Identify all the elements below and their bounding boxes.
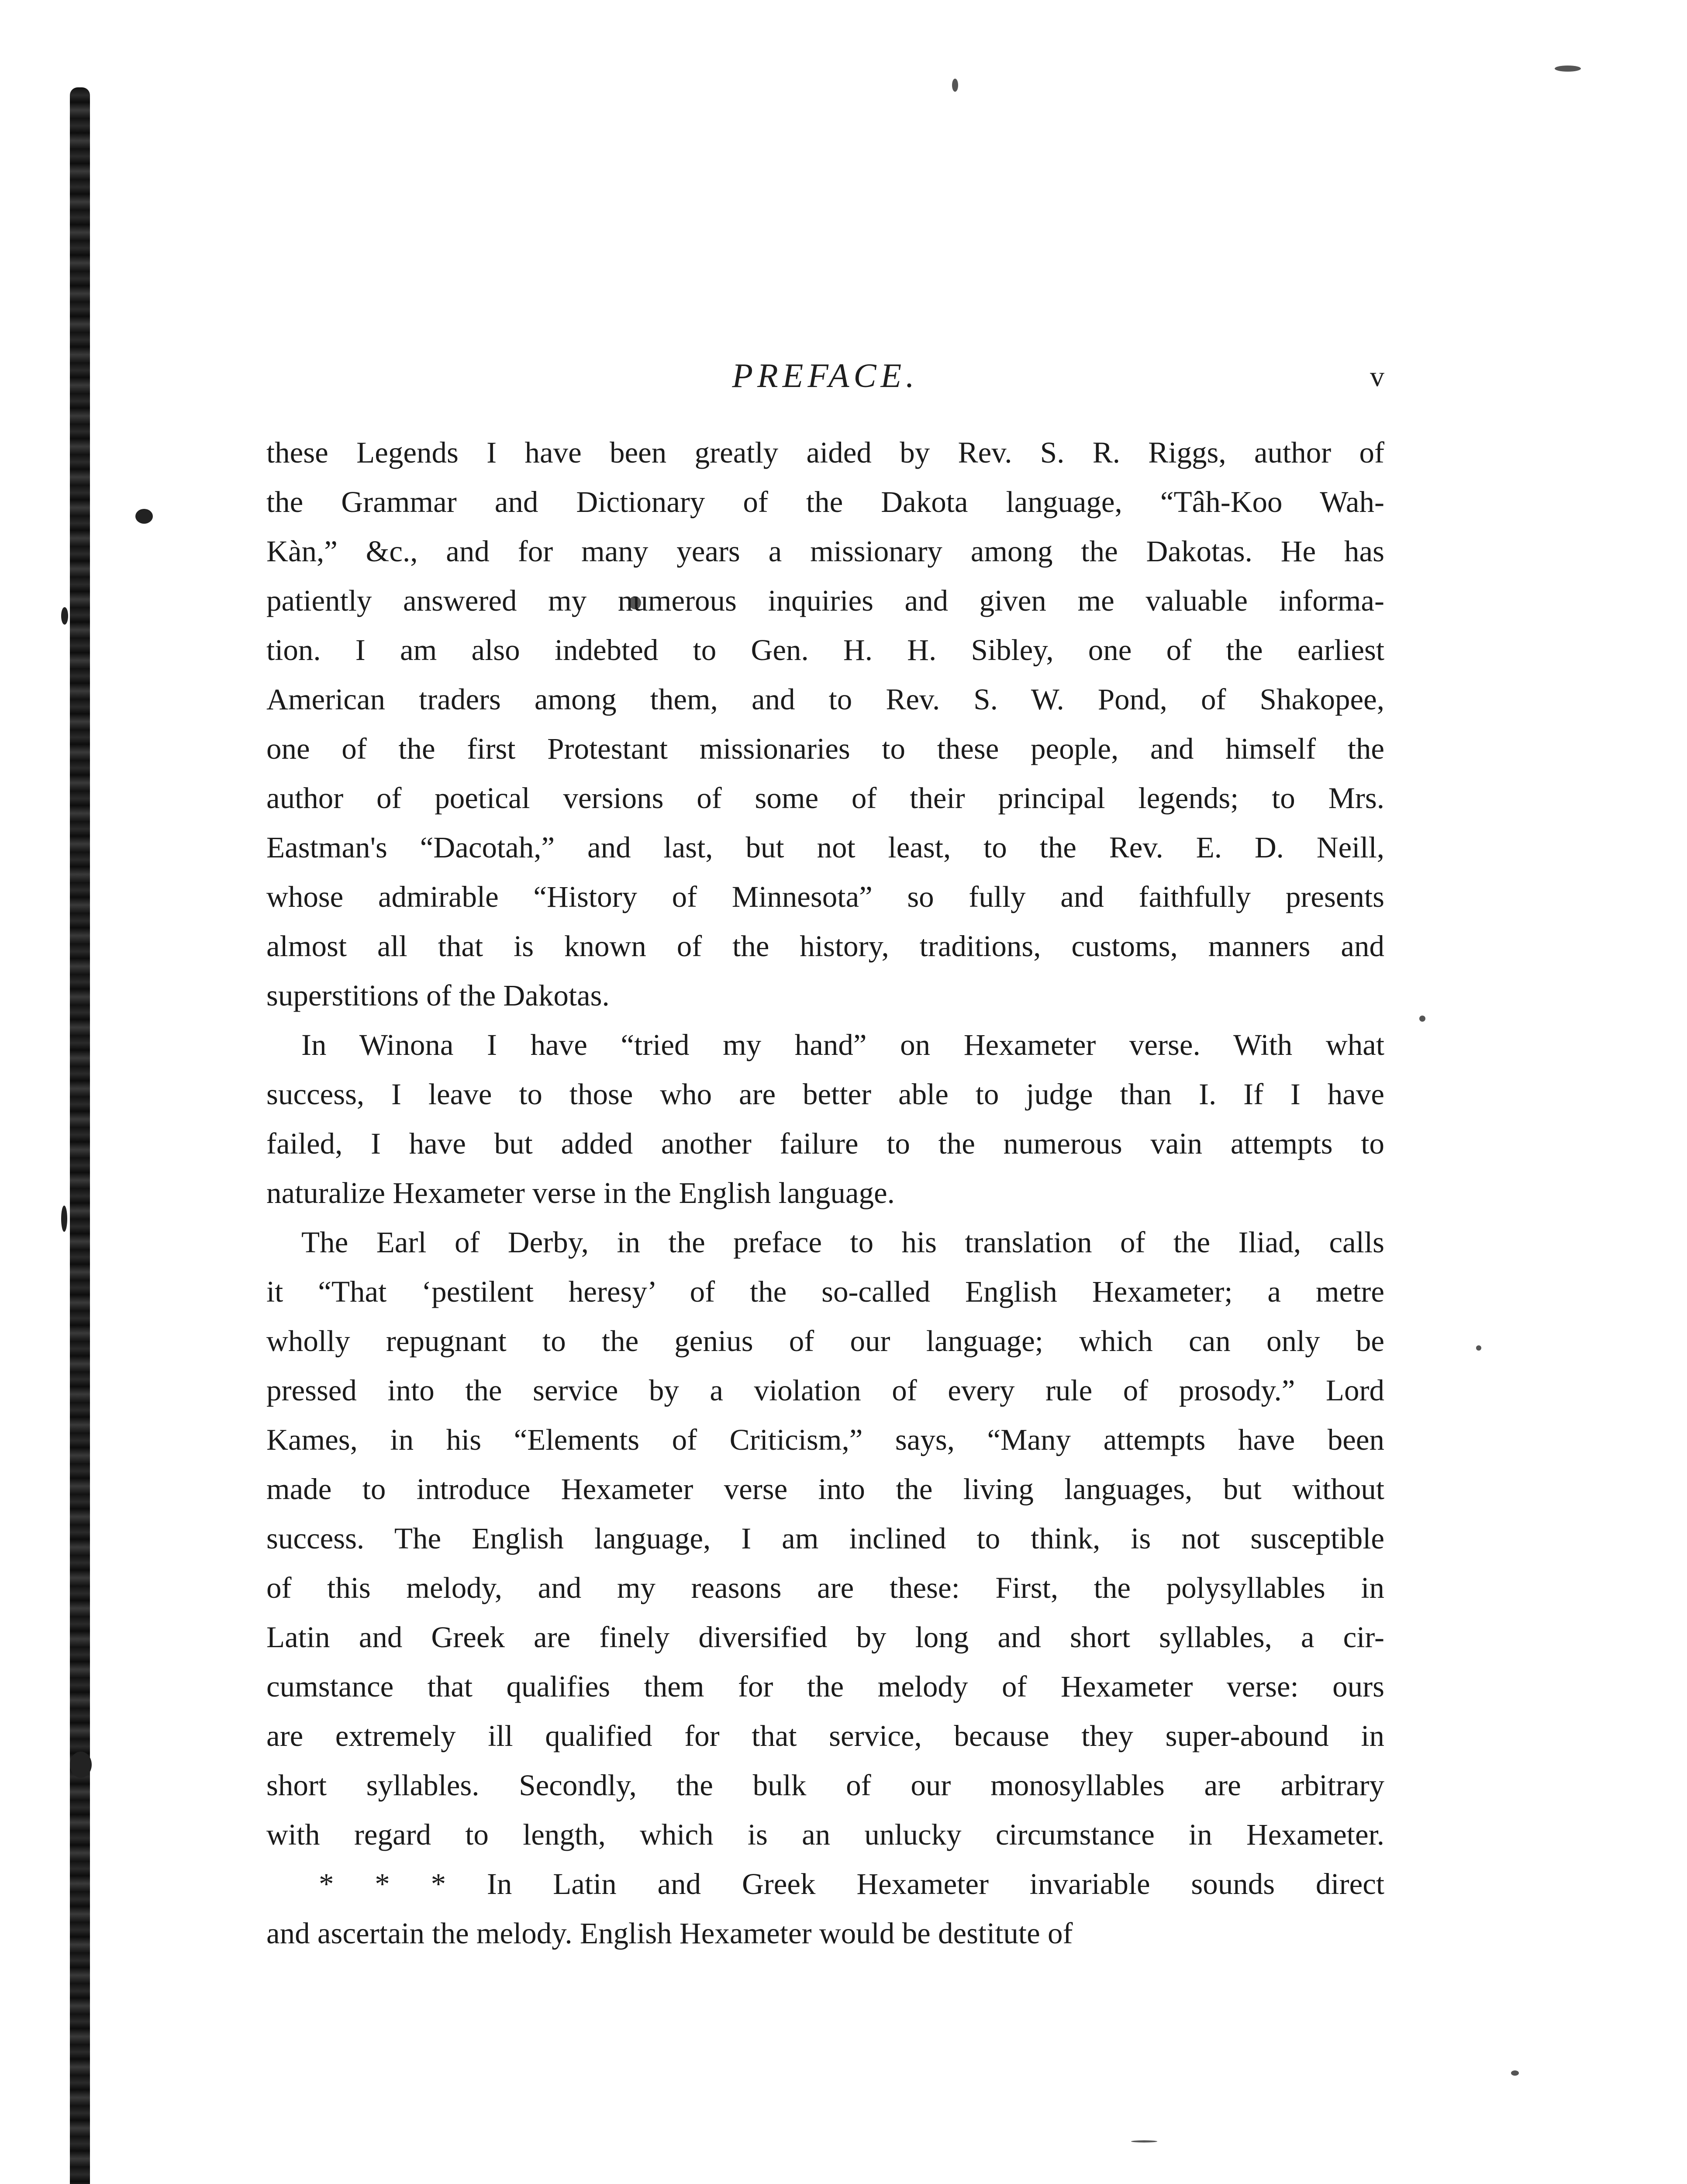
- text-line: naturalize Hexameter verse in the English language.: [266, 1176, 895, 1209]
- page-header: [266, 356, 1384, 408]
- scan-speck: [1476, 1345, 1481, 1351]
- text-line: Kàn,” &c., and for many years a missionary among the Dakotas. He has: [266, 535, 1384, 568]
- text-line: almost all that is known of the history, traditions, customs, manners and: [266, 930, 1384, 963]
- binding-mark: [70, 1752, 92, 1778]
- text-line: and ascertain the melody. English Hexameter would be destitute of: [266, 1917, 1073, 1950]
- text-line: with regard to length, which is an unlucky circumstance in Hexameter.: [266, 1818, 1384, 1851]
- text-line: American traders among them, and to Rev. S. W. Pond, of Shakopee,: [266, 683, 1384, 716]
- text-line: are extremely ill qualified for that service, because they super-abound in: [266, 1719, 1384, 1752]
- page-number: v: [1370, 361, 1384, 393]
- text-line: it “That ‘pestilent heresy’ of the so-called English Hexameter; a metre: [266, 1275, 1384, 1308]
- text-line: superstitions of the Dakotas.: [266, 979, 610, 1012]
- text-line: Kames, in his “Elements of Criticism,” says, “Many attempts have been: [266, 1423, 1384, 1456]
- book-binding-edge: [70, 87, 90, 2184]
- text-line: success, I leave to those who are better able to judge than I. If I have: [266, 1078, 1384, 1111]
- text-line: author of poetical versions of some of their principal legends; to Mrs.: [266, 781, 1384, 815]
- scan-speck: [1555, 66, 1581, 72]
- text-line: The Earl of Derby, in the preface to his translation of the Iliad, calls: [301, 1226, 1384, 1259]
- binding-mark: [135, 509, 153, 524]
- text-line: made to introduce Hexameter verse into the living languages, but without: [266, 1472, 1384, 1506]
- text-line: * * * In Latin and Greek Hexameter invariable sounds direct: [319, 1867, 1384, 1901]
- running-title: PREFACE.: [732, 356, 919, 394]
- text-line: one of the first Protestant missionaries to these people, and himself the: [266, 732, 1384, 765]
- text-line: Latin and Greek are finely diversified by long and short syllables, a cir-: [266, 1621, 1384, 1654]
- text-line: of this melody, and my reasons are these: First, the polysyllables in: [266, 1571, 1384, 1604]
- binding-mark: [61, 1206, 67, 1232]
- text-line: these Legends I have been greatly aided by Rev. S. R. Riggs, author of: [266, 436, 1384, 469]
- paragraph: [266, 428, 1384, 1020]
- text-line: success. The English language, I am inclined to think, is not susceptible: [266, 1522, 1384, 1555]
- text-line: whose admirable “History of Minnesota” so fully and faithfully presents: [266, 880, 1384, 913]
- text-line: cumstance that qualifies them for the melody of Hexameter verse: ours: [266, 1670, 1384, 1703]
- text-line: wholly repugnant to the genius of our language; which can only be: [266, 1324, 1384, 1358]
- text-line: failed, I have but added another failure to the numerous vain attempts to: [266, 1127, 1384, 1160]
- text-line: short syllables. Secondly, the bulk of our monosyllables are arbitrary: [266, 1769, 1384, 1802]
- binding-mark: [61, 607, 68, 625]
- paragraph: [266, 1218, 1384, 1958]
- text-line: Eastman's “Dacotah,” and last, but not least, to the Rev. E. D. Neill,: [266, 831, 1384, 864]
- scan-speck: [1419, 1016, 1425, 1022]
- paragraph: [266, 1020, 1384, 1218]
- scan-speck: [952, 79, 958, 92]
- scan-speck: [1511, 2070, 1519, 2076]
- text-line: patiently answered my numerous inquiries and given me valuable informa-: [266, 584, 1384, 617]
- text-line: the Grammar and Dictionary of the Dakota language, “Tâh-Koo Wah-: [266, 485, 1384, 518]
- text-line: In Winona I have “tried my hand” on Hexameter verse. With what: [301, 1028, 1384, 1061]
- body-text: [266, 428, 1384, 1958]
- text-line: tion. I am also indebted to Gen. H. H. Sibley, one of the earliest: [266, 633, 1384, 667]
- text-line: pressed into the service by a violation of every rule of prosody.” Lord: [266, 1374, 1384, 1407]
- scan-speck: [1131, 2140, 1157, 2143]
